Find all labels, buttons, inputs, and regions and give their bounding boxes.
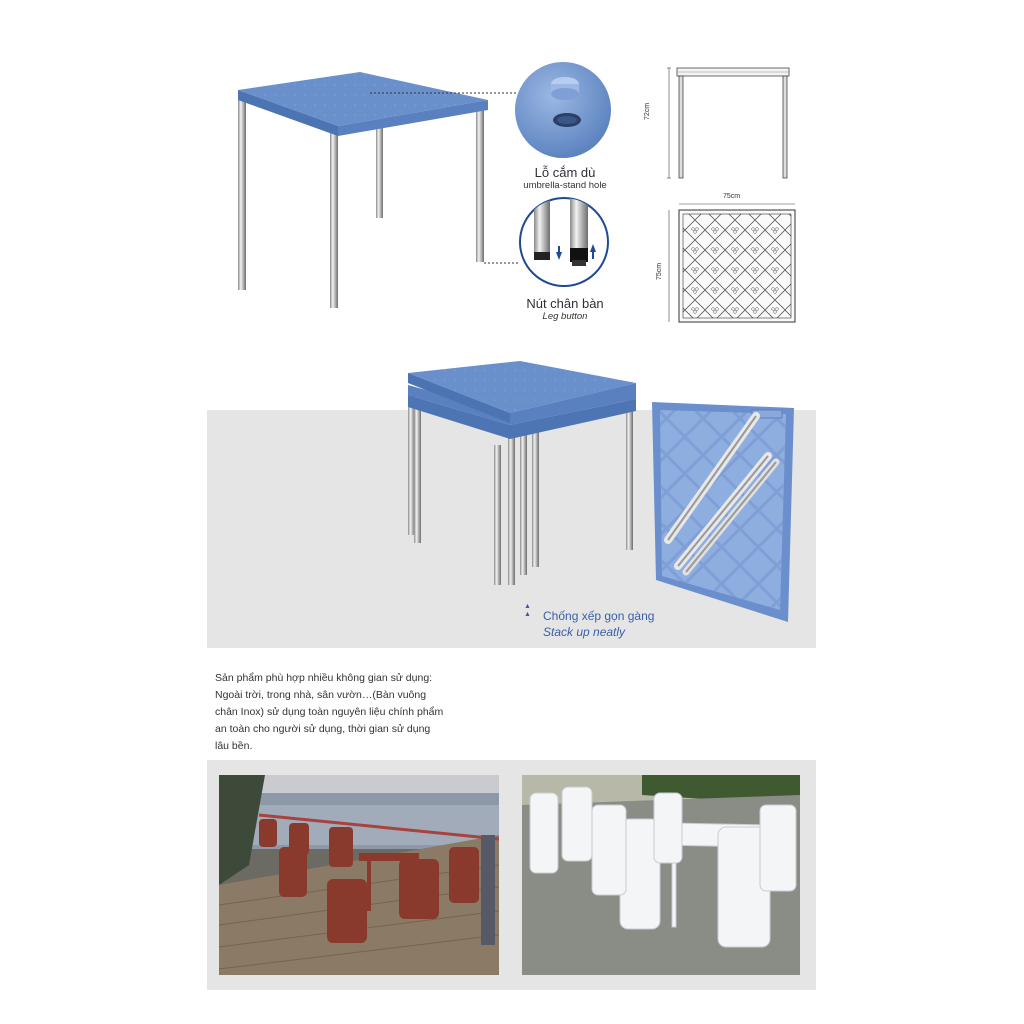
stack-bullet-icon: ▲ ▲ [524, 603, 531, 618]
leg-button-subtitle: Leg button [542, 311, 588, 322]
stack-subtitle: Stack up neatly [543, 625, 626, 639]
side-elevation-drawing [665, 62, 795, 187]
description-line: Ngoài trời, trong nhà, sân vườn…(Bàn vuông [215, 689, 427, 701]
stack-title: Chống xếp gọn gàng [543, 609, 655, 623]
umbrella-hole-closeup [513, 60, 613, 160]
description-line: an toàn cho người sử dụng, thời gian sử dụng [215, 723, 431, 735]
leader-line-leg [484, 258, 524, 268]
description-line: lâu bền. [215, 740, 253, 752]
white-chairs-outdoor-photo [522, 775, 800, 975]
leader-line-umbrella [370, 88, 520, 98]
table-underside-image [648, 400, 796, 625]
umbrella-hole-title: Lỗ cắm dù [534, 165, 596, 180]
leg-button-title: Nút chân bàn [526, 296, 604, 311]
product-description [215, 670, 479, 755]
description-line: chân Inox) sử dụng toàn nguyên liệu chính phẩm [215, 706, 444, 718]
umbrella-hole-subtitle: umbrella-stand hole [523, 180, 607, 191]
description-line: Sản phẩm phù hợp nhiều không gian sử dụng: [215, 672, 433, 684]
riverside-red-chairs-photo [219, 775, 499, 975]
stacked-tables-image [400, 355, 645, 590]
depth-dimension: 75cm [656, 262, 663, 280]
leg-button-closeup [518, 196, 610, 288]
height-dimension: 72cm [644, 102, 651, 120]
top-view-drawing [665, 200, 800, 328]
width-dimension: 75cm [723, 193, 741, 200]
